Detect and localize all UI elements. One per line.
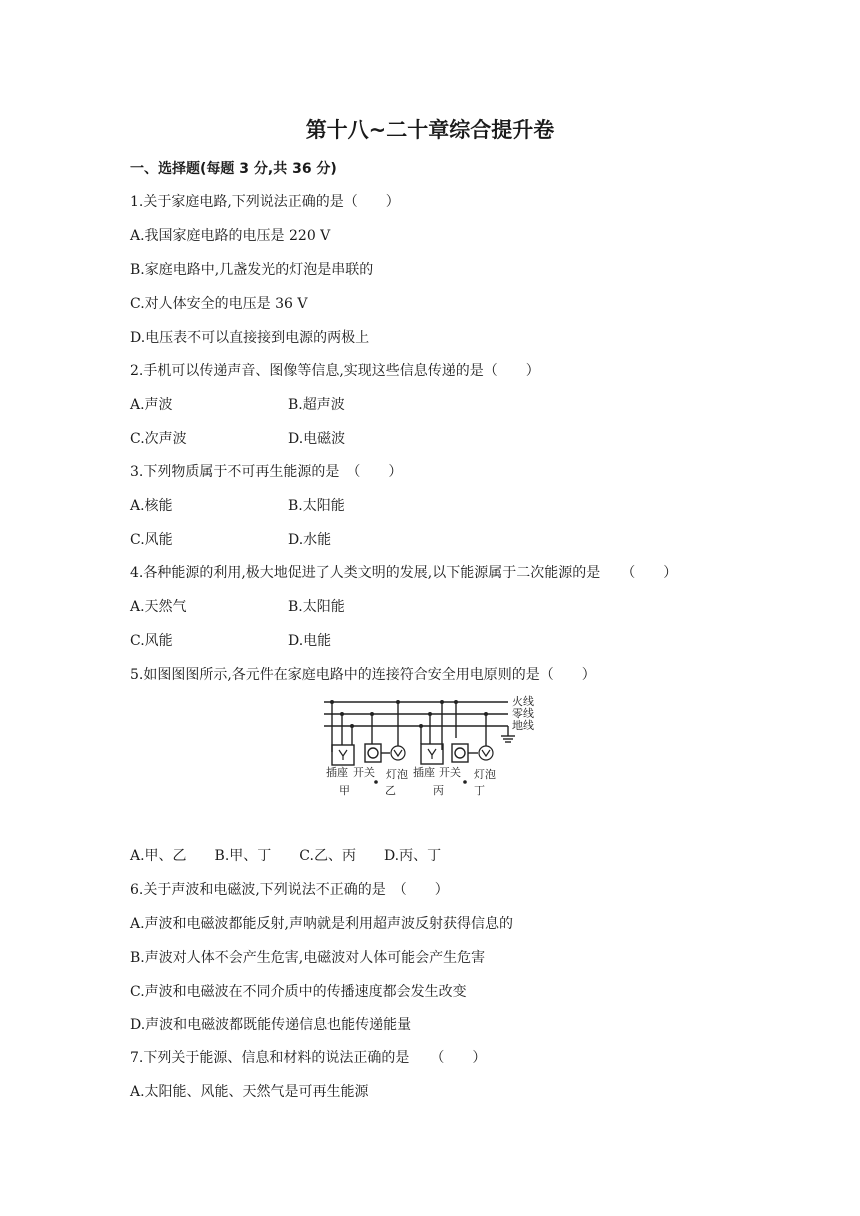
question-2-option-b: B.超声波 <box>288 397 345 413</box>
socket-label-jia: 插座 <box>326 766 348 779</box>
bulb-label-ding: 灯泡 <box>474 768 496 781</box>
question-2-option-d: D.电磁波 <box>288 431 346 447</box>
section-heading: 一、选择题(每题 3 分,共 36 分) <box>130 161 337 177</box>
switch-label-ding: 开关 <box>439 766 461 779</box>
question-6-stem: 6.关于声波和电磁波,下列说法不正确的是 （ ） <box>130 882 449 898</box>
question-4-stem: 4.各种能源的利用,极大地促进了人类文明的发展,以下能源属于二次能源的是 （ ） <box>130 565 678 581</box>
page-title: 第十八~二十章综合提升卷 <box>305 118 555 142</box>
question-5-options: A.甲、乙 B.甲、丁 C.乙、丙 D.丙、丁 <box>130 848 442 864</box>
label-jia: 甲 <box>339 784 350 797</box>
ground-wire-label: 地线 <box>512 719 534 732</box>
label-yi: 乙 <box>385 784 396 797</box>
question-6-option-c: C.声波和电磁波在不同介质中的传播速度都会发生改变 <box>130 984 467 1000</box>
question-4-option-c: C.风能 <box>130 633 173 649</box>
question-3-stem: 3.下列物质属于不可再生能源的是 （ ） <box>130 464 403 480</box>
question-3-option-d: D.水能 <box>288 532 332 548</box>
question-4-option-b: B.太阳能 <box>288 599 345 615</box>
socket-label-bing: 插座 <box>413 766 435 779</box>
question-3-option-a: A.核能 <box>130 498 173 514</box>
question-1-option-a: A.我国家庭电路的电压是 220 V <box>130 228 331 244</box>
question-1-option-c: C.对人体安全的电压是 36 V <box>130 296 308 312</box>
question-7-option-a: A.太阳能、风能、天然气是可再生能源 <box>130 1084 369 1100</box>
question-6-option-d: D.声波和电磁波都既能传递信息也能传递能量 <box>130 1017 412 1033</box>
switch-label-yi: 开关 <box>353 766 375 779</box>
neutral-wire-label: 零线 <box>512 707 534 720</box>
question-6-option-a: A.声波和电磁波都能反射,声呐就是利用超声波反射获得信息的 <box>130 916 514 932</box>
question-2-option-a: A.声波 <box>130 397 173 413</box>
question-3-option-c: C.风能 <box>130 532 173 548</box>
label-ding: 丁 <box>474 784 485 797</box>
question-5-stem: 5.如图图图所示,各元件在家庭电路中的连接符合安全用电原则的是（ ） <box>130 667 596 683</box>
question-3-option-b: B.太阳能 <box>288 498 345 514</box>
question-4-option-d: D.电能 <box>288 633 332 649</box>
question-7-stem: 7.下列关于能源、信息和材料的说法正确的是 （ ） <box>130 1050 487 1066</box>
question-4-option-a: A.天然气 <box>130 599 187 615</box>
bulb-label-yi: 灯泡 <box>386 768 408 781</box>
question-2-stem: 2.手机可以传递声音、图像等信息,实现这些信息传递的是（ ） <box>130 363 540 379</box>
question-1-option-d: D.电压表不可以直接接到电源的两极上 <box>130 330 370 346</box>
question-1-option-b: B.家庭电路中,几盏发光的灯泡是串联的 <box>130 262 374 278</box>
question-2-option-c: C.次声波 <box>130 431 187 447</box>
question-1-stem: 1.关于家庭电路,下列说法正确的是（ ） <box>130 194 400 210</box>
live-wire-label: 火线 <box>512 695 534 708</box>
label-bing: 丙 <box>433 784 444 797</box>
question-6-option-b: B.声波对人体不会产生危害,电磁波对人体可能会产生危害 <box>130 950 486 966</box>
circuit-diagram <box>318 692 544 802</box>
